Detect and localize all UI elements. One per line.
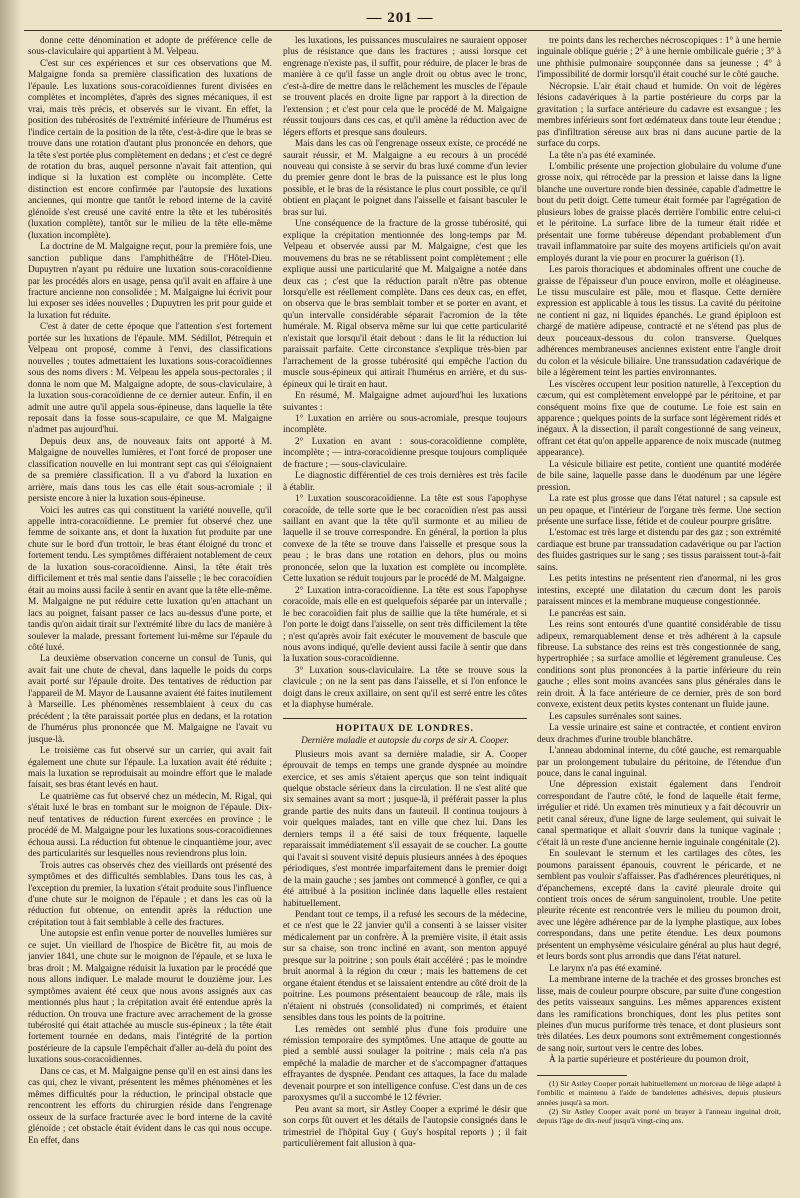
paragraph: tre points dans les recherches nécroscopiques : 1° à une hernie inguinale oblique guérie ; 2° à une hernie ombilicale guérie ; 3° à une phthisie pulmonaire soupçonnée dans sa jeunesse ; 4° à l'impossibilité de dormir lorsqu'il était couché sur le côté gauche. (537, 36, 781, 81)
paragraph: 1° Luxation en arrière ou sous-acromiale, presque toujours incomplète. (283, 413, 527, 436)
paragraph: L'estomac est très large et distendu par des gaz ; son extrémité cardiaque est brune par transsudation cadavérique ou par l'action des fluides gastriques sur le sang ; ses tissus paraissent tout-à-fait sains. (537, 528, 781, 573)
text-column-3 (537, 36, 781, 1186)
paragraph: Une dépression existait également dans l'endroit correspondant de l'autre côté, le fond de laquelle était ferme, irrégulier et ridé. Un examen très minutieux y a fait découvrir un petit canal séreux, d'une ligne de large seulement, qui suivait le canal spermatique et allait s'ouvrir dans la tunique vaginale ; c'était là un reste d'une ancienne hernie inguinale congénitale (2). (537, 780, 781, 848)
paragraph: Les remèdes ont semblé plus d'une fois produire une rémission temporaire des symptômes. Une attaque de goutte au pied a semblé aussi soulager la poitrine ; mais cela n'a pas empêché la maladie de marcher et de s'accompagner d'attaques effrayantes de dyspnée. Pendant ces attaques, la face du malade devenait pourpre et son intelligence confuse. C'est dans un de ces paroxysmes qu'il a succombé le 12 février. (283, 1024, 527, 1104)
paragraph: les luxations, les puissances musculaires ne sauraient opposer plus de résistance que dans les fractures ; aussi lorsque cet engrenage n'existe pas, il suffit, pour réduire, de placer le bras de manière à ce qu'il fasse un angle droit ou obtus avec le tronc, c'est-à-dire de mettre dans le relâchement les muscles de l'épaule se trouvent placés en droite ligne par rapport à la direction de l'extension ; et c'est pour cela que le procédé de M. Malgaigne réussit toujours dans ces cas, et qu'il amène la réduction avec de légers efforts et presque sans douleurs. (283, 36, 527, 138)
paragraph: 2° Luxation en avant : sous-coracoïdienne complète, incomplète ; — intra-coracoïdienne presque toujours compliquée de fracture ; — sous-claviculaire. (283, 436, 527, 470)
paragraph: En résumé, M. Malgaigne admet aujourd'hui les luxations suivantes : (283, 391, 527, 413)
paragraph: Le larynx n'a pas été examiné. (549, 963, 662, 974)
paragraph: L'ombilic présente une projection globulaire du volume d'une grosse noix, qui rétrocède par la pression et laisse dans la ligne blanche une ouverture ronde bien dessinée, capable d'admettre le bout du petit doigt. Cette tumeur était formée par l'agrégation de plusieurs lobes de graisse placés derrière l'ombilic entre celui-ci et le péritoine. La surface libre de la tumeur était ridée et présentait une forme tubéreuse dépendant probablement d'un travail inflammatoire par suite des moyens artificiels qu'on avait employés durant la vie pour en procurer la guérison (1). (537, 161, 781, 264)
paragraph: Le quatrième cas fut observé chez un médecin, M. Rigal, qui s'était luxé le bras en tombant sur le moignon de l'épaule. Dix-neuf tentatives de réduction furent exercées en province ; le procédé de M. Malgaigne pour les luxations sous-coracoïdiennes échoua aussi. La réduction fut obtenue le cinquantième jour, avec des particularités sur lesquelles nous reviendrons plus loin. (28, 791, 272, 860)
text-column-2 (283, 36, 527, 1186)
paragraph: Depuis deux ans, de nouveaux faits ont apporté à M. Malgaigne de nouvelles lumières, et l'ont forcé de proposer une classification nouvelle en lui montrant sept cas qui s'éloignaient de sa première classification. Il a vu d'abord la luxation en arrière, mais dans tous les cas elle était sous-acromiale ; il persiste encore à nier la luxation sous-épineuse. (28, 436, 272, 505)
paragraph: En soulevant le sternum et les cartilages des côtes, les poumons paraissent épanouis, couvrent le péricarde, et ne semblent pas vouloir s'affaisser. Pas d'adhérences pleurétiques, ni d'épanchemens, excepté dans la cavité pleurale droite qui contient trois onces de sérum sanguinolent, trouble. Une petite pleurite récente est rencontrée vers le milieu du poumon droit, avec une légère adhérence par de la lymphe plastique, aux lobes correspondans, dans une petite étendue. Les deux poumons présentent un emphysème vésiculaire général au plus haut degré, et leurs bords sont plus arrondis que dans l'état naturel. (537, 849, 781, 963)
paragraph: donne cette dénomination et adopte de préférence celle de sous-claviculaire qui appartient à M. Velpeau. (28, 36, 272, 58)
paragraph: Le pancréas est sain. (549, 608, 626, 619)
paragraph: Les capsules surrénales sont saines. (549, 711, 682, 722)
paragraph: C'est à dater de cette époque que l'attention s'est fortement portée sur les luxations de l'épaule. MM. Sédillot, Pétrequin et Velpeau ont proposé, comme à l'envi, des classifications nouvelles ; toutes admettaient les luxations sous-coracoïdiennes sous des noms divers : M. Velpeau les appela sous-pectorales ; il donna le nom que M. Malgaigne adopte, de sous-claviculaire, à la luxation sous-coracoïdienne de ce dernier auteur. Enfin, il en admit une autre qu'il appela sous-épineuse, dans laquelle la tête reposait dans la fosse sous-scapulaire, ce que M. Malgaigne n'admet pas aujourd'hui. (28, 322, 272, 436)
paragraph: Mais dans les cas où l'engrenage osseux existe, ce procédé ne saurait réussir, et M. Malgaigne a eu recours à un procédé nouveau qui consiste à se servir du bras luxé comme d'un levier du premier genre dont le bras de la puissance est le plus long possible, et le bras de la résistance le plus court possible, ce qu'il obtient en plaçant le poignet dans l'aisselle et faisant basculer le bras sur lui. (283, 139, 527, 218)
paragraph: L'anneau abdominal interne, du côté gauche, est remarquable par un prolongement tubulaire du péritoine, de l'étendue d'un pouce, dans le canal inguinal. (537, 746, 781, 779)
paragraph: La doctrine de M. Malgaigne reçut, pour la première fois, une sanction publique dans l'amphithéâtre de l'Hôtel-Dieu. Dupuytren n'ayant pu réduire une luxation sous-coracoïdienne par les procédés alors en usage, pensa qu'il avait en affaire à une fracture ancienne non consolidée ; M. Malgaigne lui écrivit pour lui exposer ses idées nouvelles ; Dupuytren les prit pour guide et la luxation fut réduite. (28, 242, 272, 321)
paragraph: Les parois thoraciques et abdominales offrent une couche de graisse de l'épaisseur d'un pouce environ, molle et oléagineuse. Le tissu musculaire est pâle, mou et flasque. Cette dernière expression est applicable à tous les tissus. La cavité du péritoine ne contient ni gaz, ni liquides épanchés. Le grand épiploon est chargé de matière adipeuse, contracté et ne s'étend pas plus de deux pouceaux-dessous du colon transverse. Quelques adhérences membraneuses anciennes existent entre l'angle droit du colon et la vésicule biliaire. Une transsudation cadavérique de bile a légèrement teint les parties environnantes. (537, 265, 781, 379)
paragraph: 2° Luxation intra-coracoïdienne. La tête est sous l'apophyse coracoïde, mais elle en est quelquefois séparée par un intervalle ; le bec coracoïdien fait plus de saillie que la tête humérale, et si l'on porte le doigt dans l'aisselle, on sent très difficilement la tête ; n'est qu'après avoir fait exécuter le mouvement de bascule que nous avons indiqué, qu'elle devient aussi facile à sentir que dans la luxation sous-coracoïdienne. (283, 585, 527, 665)
section-title: HOPITAUX DE LONDRES. (283, 718, 527, 734)
paragraph: Pendant tout ce temps, il a refusé les secours de la médecine, et ce n'est que le 22 janvier qu'il a consenti à se laisser visiter médicalement par un confrère. À la première visite, il était assis sur sa chaise, son tronc incliné en avant, son menton appuyé presque sur la poitrine ; son pouls était accéléré ; pas le moindre bruit anormal à la région du cœur ; mais les battemens de cet organe étaient étendus et se laissaient entendre au côté droit de la poitrine. Les poumons présentaient beaucoup de râle, mais ils n'étaient ni obstrués (consolidated) ni comprimés, et étaient sensibles dans tous les points de la poitrine. (283, 909, 527, 1024)
paragraph: Nécropsie. L'air était chaud et humide. On voit de légères lésions cadavériques à la partie postérieure du corps par la gravitation ; la surface antérieure du cadavre est exsangue ; les membres inférieurs sont fort œdémateux dans toute leur étendue ; pas d'infiltration séreuse aux bras ni dans aucune partie de la surface du corps. (537, 81, 781, 150)
paragraph: Plusieurs mois avant sa dernière maladie, sir A. Cooper éprouvait de temps en temps une grande dyspnée au moindre exercice, et ses amis s'étaient aperçus que son teint indiquait quelque obstacle sérieux dans la circulation. Il ne s'est alité que six semaines avant sa mort ; jusque-là, il préférait passer la plus grande partie des nuits dans un fauteuil. Il continua toujours à voir quelques malades, tant en ville que chez lui. Dans les derniers temps il a été saisi de toux fréquente, laquelle reparaissait immédiatement s'il essayait de se coucher. La goutte qui l'avait si souvent visité depuis plusieurs années à des époques périodiques, s'est montrée imparfaitement dans le premier doigt de la main gauche ; ses jambes ont commencé à gonfler, ce qui a été attribué à la position inclinée dans laquelle elles restaient habituellement. (283, 749, 527, 909)
paragraph: Dans ce cas, et M. Malgaigne pense qu'il en est ainsi dans les cas qui, chez le vivant, présentent les mêmes phénomènes et les mêmes difficultés pour la réduction, le principal obstacle que rencontrent les efforts du chirurgien réside dans l'engrenage osseux de la surface fracturée avec le bord interne de la cavité glénoïde ; cet obstacle était évident dans le cas qui nous occupe. En effet, dans (28, 1066, 272, 1146)
text-column-1 (28, 36, 272, 1186)
paragraph: 3° Luxation sous-claviculaire. La tête se trouve sous la clavicule ; on ne la sent pas dans l'aisselle, et si l'on enfonce le doigt dans le creux axillaire, on sent qu'il est serré entre les côtes et la diaphyse humérale. (283, 665, 527, 711)
paragraph: À la partie supérieure et postérieure du poumon droit, (549, 1055, 749, 1066)
paragraph: La vésicule biliaire est petite, contient une quantité modérée de bile saine, laquelle passe dans le duodénum par une légère pression. (537, 459, 781, 493)
footnote-rule (537, 1075, 627, 1076)
header-rule (24, 30, 782, 31)
paragraph: Une autopsie est enfin venue porter de nouvelles lumières sur ce sujet. Un vieillard de l'hospice de Bicêtre fit, au mois de janvier 1841, une chute sur le moignon de l'épaule, et se luxa le bras droit ; M. Malgaigne réduisit la luxation par le procédé que nous allons indiquer. Le malade mourut le douzième jour. Les symptômes avaient été ceux que nous avons assignés aux cas mentionnés plus haut ; la crépitation avait été entendue après la réduction. On trouva une fracture avec arrachement de la grosse tubérosité qui était attachée au muscle sus-épineux ; la tête était fortement tournée en dedans, mais l'intégrité de la portion postérieure de la capsule l'empêchait d'aller au-delà du point des luxations sous-coracoïdiennes. (28, 929, 272, 1066)
paragraph: Trois autres cas observés chez des vieillards ont présenté des symptômes et des difficultés semblables. Dans tous les cas, à l'exception du premier, la luxation s'était produite sous l'influence d'une chute sur le moignon de l'épaule ; et dans les cas où la réduction fut obtenue, on entendit après la réduction une crépitation tout à fait semblable à celle des fractures. (28, 860, 272, 928)
paragraph: Le troisième cas fut observé sur un carrier, qui avait fait également une chute sur l'épaule. La luxation avait été réduite ; mais la luxation se reproduisait au moindre effort que le malade faisait, ses bras étant levés en haut. (28, 746, 272, 791)
paragraph: La vessie urinaire est saine et contractée, et contient environ deux drachmes d'urine trouble blanchâtre. (537, 723, 781, 745)
section-subtitle: Dernière maladie et autopsie du corps de sir A. Cooper. (301, 736, 509, 747)
footnote: (2) Sir Astley Cooper avait porté un brayer à l'anneau inguinal droit, depuis l'âge de dix-neuf jusqu'à vingt-cinq ans. (537, 1107, 781, 1126)
footnote: (1) Sir Astley Cooper portait habituellement un morceau de liège adapté à l'ombilic et maintenu à l'aide de bandelettes adhésives, depuis plusieurs années jusqu'à sa mort. (537, 1078, 781, 1107)
paragraph: La membrane interne de la trachée et des grosses bronches est lisse, mais de couleur pourpre obscure, par suite d'une congestion des petits vaisseaux sanguins. Les mêmes apparences existent dans les ramifications bronchiques, dont les plus petites sont pleines d'un mucus puriforme très tenace, et dont plusieurs sont très dilatées. Les deux poumons sont extrêmement congestionnés de sang noir, surtout vers le centre des lobes. (537, 975, 781, 1054)
paragraph: Les viscères occupent leur position naturelle, à l'exception du cæcum, qui est complètement enveloppé par le péritoine, et par conséquent moins fixe que de coutume. Le foie est sain en apparence ; quelques points de la surface sont légèrement ridés et inégaux. À la dissection, il paraît congestionné de sang veineux, offrant cet état qu'on appelle apparence de noix muscade (nutmeg appearance). (537, 379, 781, 459)
paragraph: La rate est plus grosse que dans l'état naturel ; sa capsule est un peu opaque, et l'intérieur de l'organe très ferme. Une section présente une surface lisse, fétide et de couleur pourpre grisâtre. (537, 494, 781, 528)
paragraph: Les reins sont entourés d'une quantité considérable de tissu adipeux, remarquablement dense et très adhérent à la capsule fibreuse. La substance des reins est très congestionnée de sang, hypertrophiée ; sa surface amollie et légèrement granuleuse. Ces conditions sont plus prononcées à la partie inférieure du rein gauche ; elles sont moins avancées sans plus générales dans le rein droit. À la face antérieure de ce dernier, près de son bord convexe, existent deux petits kystes contenant un fluide jaune. (537, 620, 781, 711)
paragraph: Peu avant sa mort, sir Astley Cooper a exprimé le désir que son corps fût ouvert et les détails de l'autopsie consignés dans le trimestriel de l'hôpital Guy ( Guy's hospital reports ) ; il fait particulièrement fait allusion à qua- (283, 1104, 527, 1150)
paragraph: La deuxième observation concerne un consul de Tunis, qui avait fait une chute de cheval, dans laquelle le poids du corps avait porté sur l'épaule droite. Des tentatives de réduction par l'appareil de M. Mayor de Lausanne avaient été faites inutilement à Marseille. Les phénomènes ressemblaient à ceux du cas précédent ; la tête paraissait portée plus en dedans, et la rotation de l'humérus plus prononcée que M. Malgaigne ne l'avait vu jusque-là. (28, 654, 272, 745)
paragraph: La tête n'a pas été examinée. (549, 150, 656, 161)
paragraph: C'est sur ces expériences et sur ces observations que M. Malgaigne fonda sa première classification des luxations de l'épaule. Les luxations sous-coracoïdiennes furent divisées en complètes et incomplètes, d'après des signes mécaniques, il est vrai, mais très précis, et observés sur le vivant. En effet, la position des tubérosités de l'extrémité inférieure de l'humérus est l'indice certain de la position de la tête, c'est-à-dire que le bras se trouve dans une rotation d'autant plus prononcée en dehors, que la tête s'est portée plus complètement en dedans ; et c'est ce degré de rotation du bras, auquel personne n'avait fait attention, qui indique si la luxation est complète ou incomplète. Cette distinction est encore confirmée par l'autopsie des luxations anciennes, qui montre que tantôt le rebord interne de la cavité glénoïde s'est creusé une cavité entre la tête et les tubérosités (luxation complète), tantôt sur le milieu de la tête elle-même (luxation incomplète). (28, 58, 272, 241)
paragraph: 1° Luxation souscoracoïdienne. La tête est sous l'apophyse coracoïde, de telle sorte que le bec coracoïdien n'est pas aussi saillant en avant que la tête qu'il surmonte et au milieu de laquelle il se trouve correspondre. En général, la portion la plus convexe de la tête se trouve dans l'aisselle et presque sous la peau ; le bras dans une rotation en dehors, plus ou moins prononcée, selon que la luxation est complète ou incomplète. Cette luxation se réduit toujours par le procédé de M. Malgaigne. (283, 494, 527, 585)
paragraph: Voici les autres cas qui constituent la variété nouvelle, qu'il appelle intra-coracoïdienne. Le premier fut observé chez une femme de soixante ans, et dont la luxation fut produite par une chute sur le bord d'un trottoir, le bras étant éloigné du tronc et fortement tendu. Les symptômes différaient notablement de ceux de la luxation sous-coracoïdienne. Ainsi, la tête était très difficilement et très mal sentie dans l'aisselle ; le bec coracoïdien était au moins aussi facile à sentir en avant que la tête elle-même. M. Malgaigne ne put réduire cette luxation qu'en attachant un lacs au poignet, faisant passer ce lacs au-dessus d'une porte, et tandis qu'on aidait tirait sur l'extrémité libre du lacs de manière à soulever la malade, pressant fortement lui-même sur l'épaule du côté luxé. (28, 505, 272, 654)
page-number: — 201 — (366, 10, 434, 26)
paragraph: Le diagnostic différentiel de ces trois dernières est très facile à établir. (283, 471, 527, 493)
paragraph: Les petits intestins ne présentent rien d'anormal, ni les gros intestins, excepté une dilatation du cæcum dont les parois paraissent minces et la membrane muqueuse congestionnée. (537, 574, 781, 608)
binding-shadow (0, 0, 22, 1198)
paragraph: Une conséquence de la fracture de la grosse tubérosité, qui explique la crépitation mentionnée des long-temps par M. Velpeau et observée aussi par M. Malgaigne, c'est que les mouvemens du bras ne se rétablissent point complètement ; elle explique aussi une particularité que M. Malgaigne a notée dans deux cas ; c'est que la réduction paraît n'être pas obtenue lorsqu'elle est réellement complète. Dans ces deux cas, en effet, on observa que le bras semblait tomber et se porter en avant, et qu'un intervalle considérable séparait l'acromion de la tête humérale. M. Rigal observa même sur lui que cette particularité n'existait que lorsqu'il était debout : dans le lit la réduction lui paraissait parfaite. Cette circonstance s'explique très-bien par l'arrachement de la grosse tubérosité qui empêche l'action du muscle sous-épineux qui attirait l'humérus en arrière, et du sus-épineux qui le tirait en haut. (283, 219, 527, 390)
